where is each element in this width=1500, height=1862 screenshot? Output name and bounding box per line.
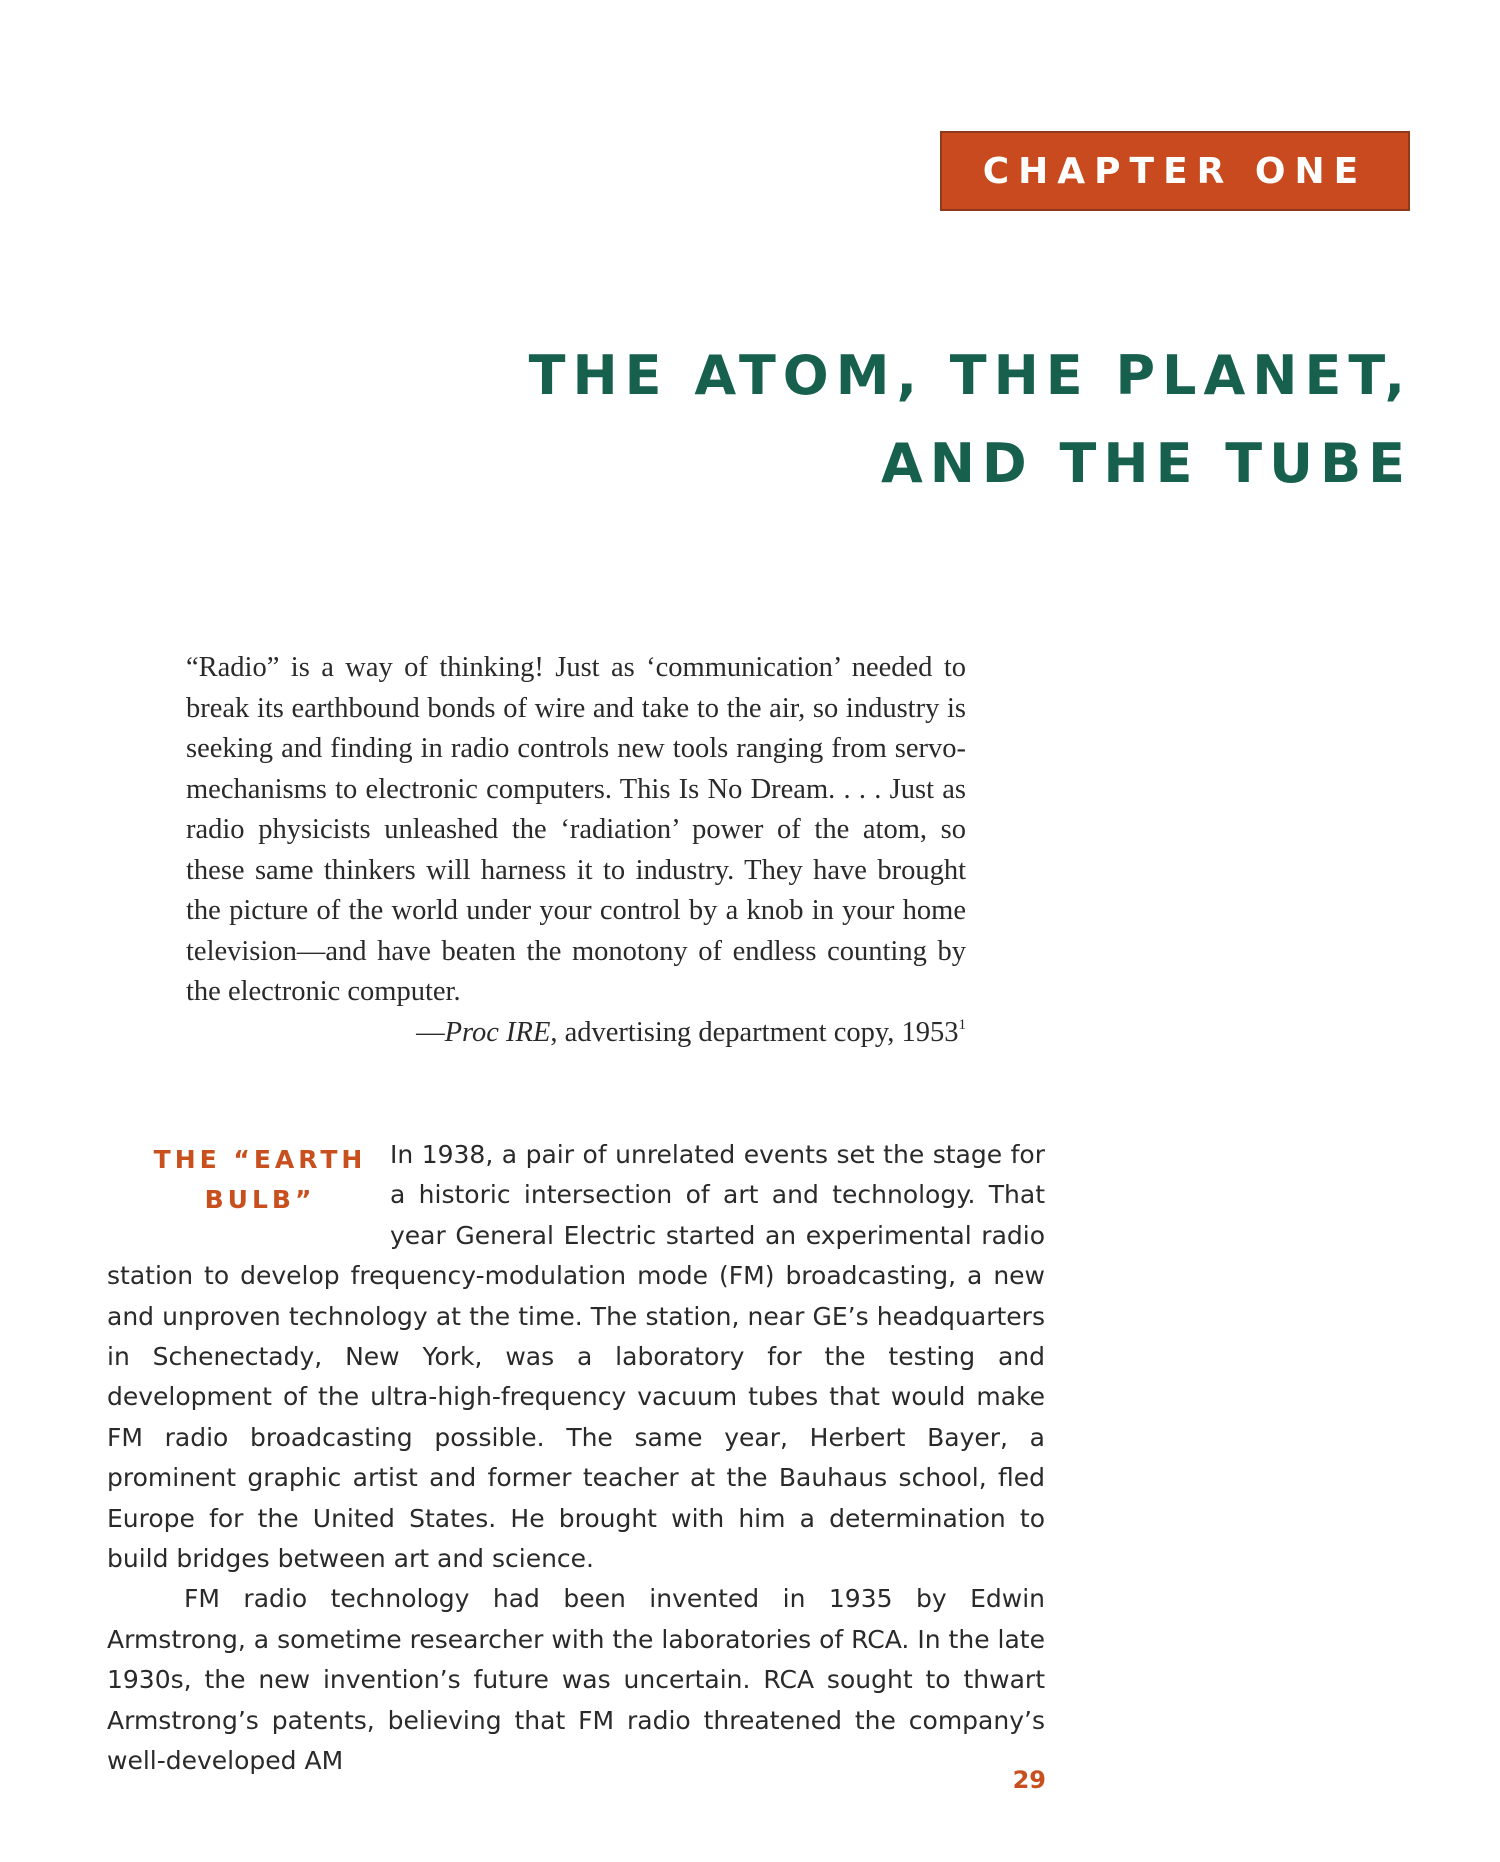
epigraph-attribution [186, 1013, 966, 1054]
chapter-label-banner [940, 131, 1410, 211]
page-number: 29 [1012, 1766, 1046, 1794]
chapter-label: CHAPTER ONE [982, 150, 1368, 192]
attribution-source: Proc IRE [444, 1016, 551, 1048]
section-heading-line-1: THE “EARTH [153, 1145, 367, 1174]
chapter-title-line-2: AND THE TUBE [880, 432, 1412, 495]
footnote-marker: 1 [958, 1016, 966, 1033]
attribution-dash: — [416, 1016, 445, 1048]
attribution-details: , advertising department copy, 1953 [550, 1016, 959, 1048]
epigraph [186, 648, 966, 1053]
chapter-title-line-1: THE ATOM, THE PLANET, [528, 344, 1412, 407]
epigraph-quote: “Radio” is a way of thinking! Just as ‘communication’ needed to break its earthbound bonds of wire and take to the air, so industry is seeking and finding in radio controls new tools ranging from servo-mechanisms to electronic computers. This Is No Dream. . . . Just as radio physicists unleashed the ‘radiation’ power of the atom, so these same thinkers will harness it to industry. They have brought the picture of the world under your control by a knob in your home television—and have beaten the monotony of endless counting by the electronic computer. [186, 652, 966, 1007]
chapter-title [529, 332, 1412, 508]
body-paragraph-2: FM radio technology had been invented in 1935 by Edwin Armstrong, a sometime researcher with the laboratories of RCA. In the late 1930s, the new invention’s future was uncertain. RCA sought to thwart Armstrong’s patents, believing that FM radio threatened the company’s well-developed AM [107, 1584, 1045, 1776]
body-paragraph-1: In 1938, a pair of unrelated events set the stage for a historic intersection of art and technology. That year General Electric started an experimental radio station to develop frequency-modulation mode (FM) broadcasting, a new and unproven technology at the time. The station, near GE’s headquarters in Schenectady, New York, was a laboratory for the testing and development of the ultra-high-frequency vacuum tubes that would make FM radio broadcasting possible. The same year, Herbert Bayer, a prominent graphic artist and former teacher at the Bauhaus school, fled Europe for the United States. He brought with him a determination to build bridges between art and science. [107, 1140, 1045, 1574]
section-heading-line-2: BULB” [204, 1185, 316, 1214]
body-text [107, 1135, 1045, 1782]
